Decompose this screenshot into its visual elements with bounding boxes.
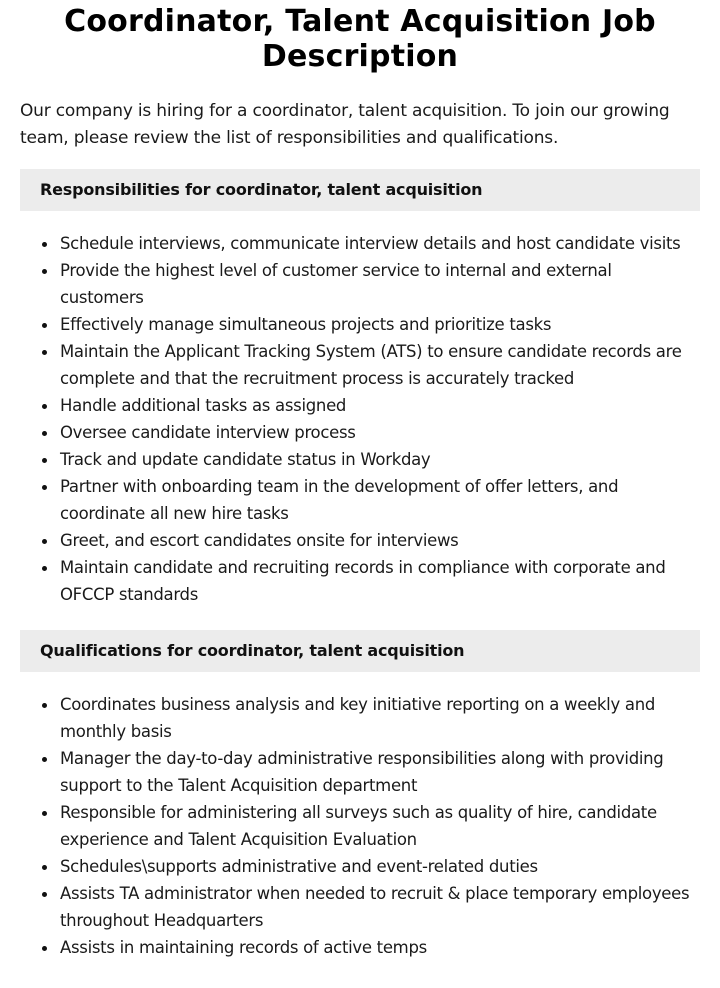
list-item: Responsible for administering all surveys such as quality of hire, candidate experience and Talent Acquisition Evaluation [60,799,700,853]
list-item: Greet, and escort candidates onsite for interviews [60,527,700,554]
qualifications-list [20,691,700,961]
list-item: Effectively manage simultaneous projects and prioritize tasks [60,311,700,338]
list-item: Maintain the Applicant Tracking System (ATS) to ensure candidate records are complete and that the recruitment process is accurately tracked [60,338,700,392]
list-item: Manager the day-to-day administrative responsibilities along with providing support to the Talent Acquisition department [60,745,700,799]
responsibilities-heading: Responsibilities for coordinator, talent acquisition [20,169,700,211]
list-item: Schedule interviews, communicate interview details and host candidate visits [60,230,700,257]
list-item: Oversee candidate interview process [60,419,700,446]
list-item: Track and update candidate status in Workday [60,446,700,473]
responsibilities-list [20,230,700,608]
job-description-page [0,4,720,961]
intro-paragraph: Our company is hiring for a coordinator, talent acquisition. To join our growing team, please review the list of responsibilities and qualifications. [20,101,670,148]
list-item: Assists in maintaining records of active temps [60,934,700,961]
list-item: Provide the highest level of customer service to internal and external customers [60,257,700,311]
qualifications-heading: Qualifications for coordinator, talent acquisition [20,630,700,672]
list-item: Schedules\supports administrative and event-related duties [60,853,700,880]
list-item: Coordinates business analysis and key initiative reporting on a weekly and monthly basis [60,691,700,745]
list-item: Partner with onboarding team in the development of offer letters, and coordinate all new hire tasks [60,473,700,527]
page-title: Coordinator, Talent Acquisition Job Description [64,4,656,74]
list-item: Assists TA administrator when needed to recruit & place temporary employees throughout Headquarters [60,880,700,934]
list-item: Handle additional tasks as assigned [60,392,700,419]
list-item: Maintain candidate and recruiting records in compliance with corporate and OFCCP standards [60,554,700,608]
